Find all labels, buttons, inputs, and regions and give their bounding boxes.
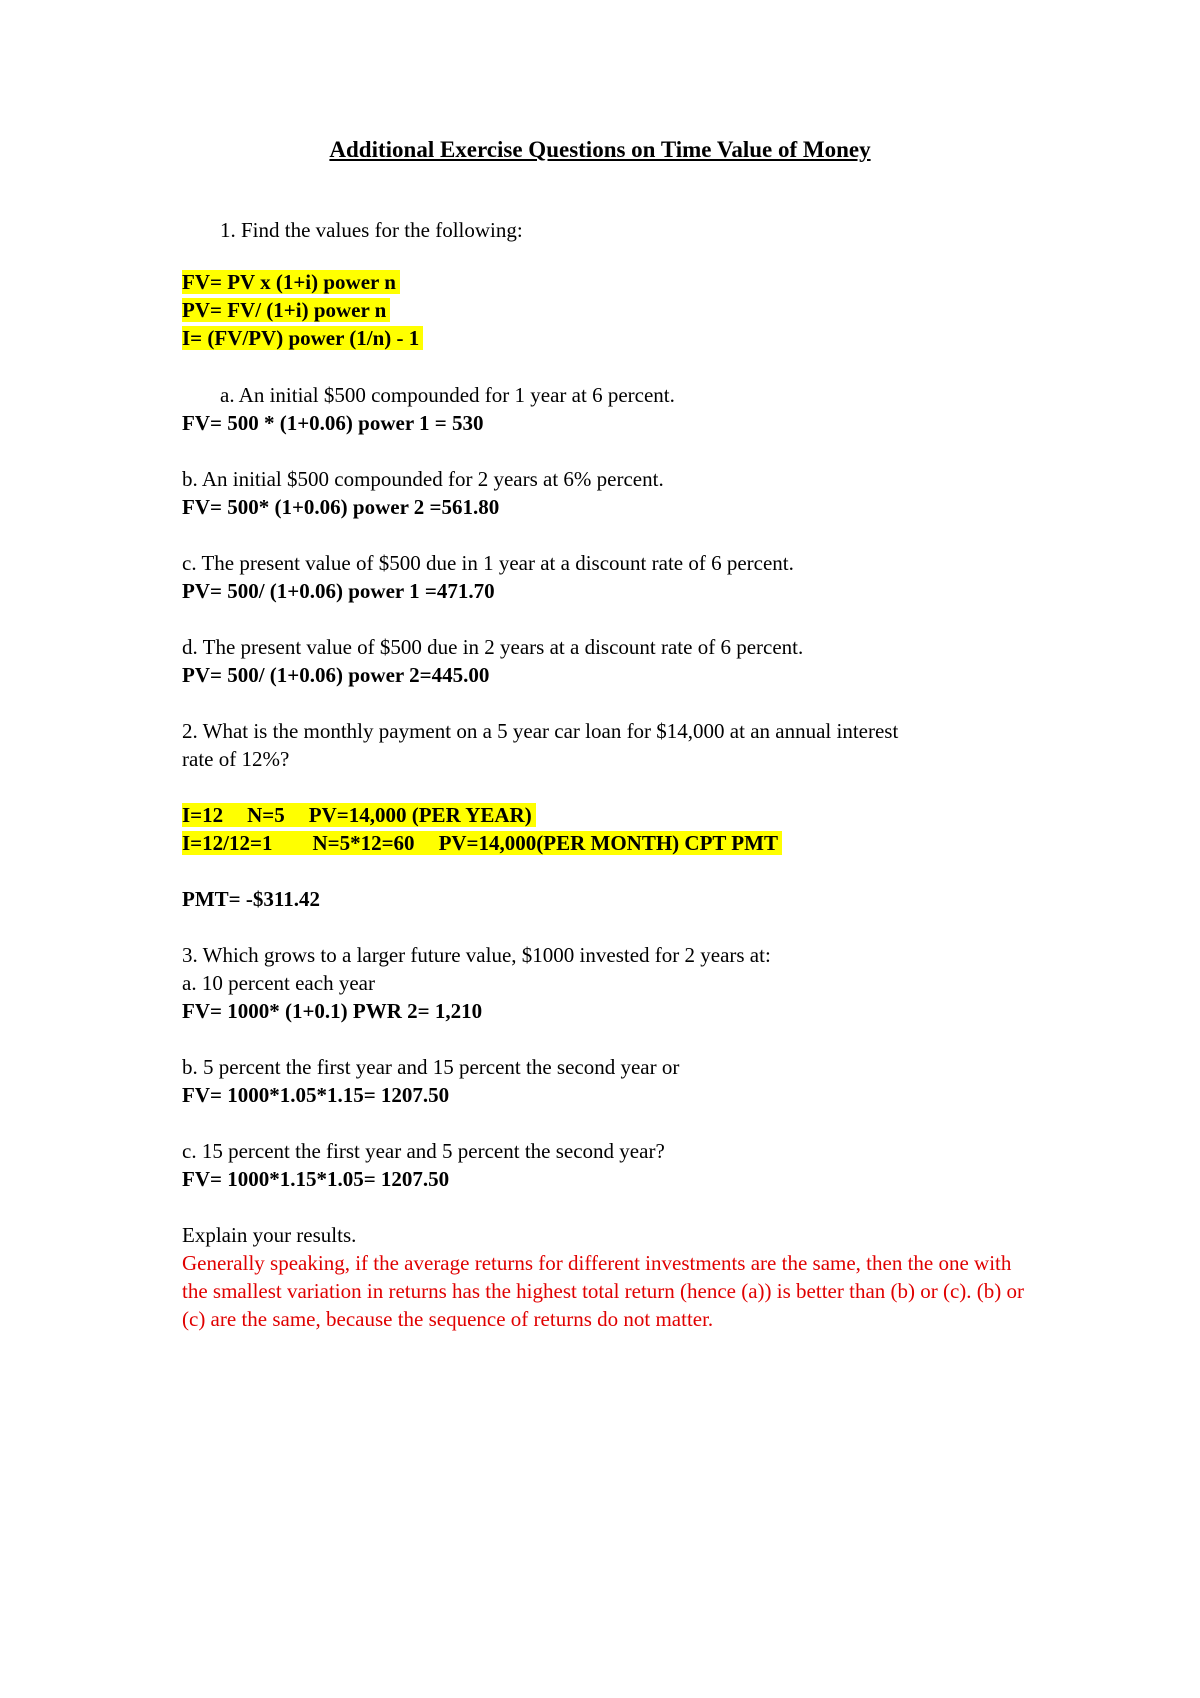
q3c-answer: FV= 1000*1.15*1.05= 1207.50 [182,1167,450,1191]
q2-month-i: I=12/12=1 [182,831,273,855]
q1d-answer: PV= 500/ (1+0.06) power 2=445.00 [182,663,490,687]
q2-question-line1: 2. What is the monthly payment on a 5 year car loan for $14,000 at an annual interest [182,719,899,743]
formula-pv: PV= FV/ (1+i) power n [182,296,390,324]
q3a-question: a. 10 percent each year [182,971,375,995]
q3a-answer: FV= 1000* (1+0.1) PWR 2= 1,210 [182,999,483,1023]
formula-fv: FV= PV x (1+i) power n [182,268,400,296]
q1a-answer: FV= 500 * (1+0.06) power 1 = 530 [182,411,484,435]
q2-year-pv: PV=14,000 (PER YEAR) [308,803,532,827]
q3-explain-prompt: Explain your results. [182,1223,357,1247]
q3c-question: c. 15 percent the first year and 5 percent the second year? [182,1139,665,1163]
q1b-answer: FV= 500* (1+0.06) power 2 =561.80 [182,495,500,519]
q3b-question: b. 5 percent the first year and 15 percent the second year or [182,1055,680,1079]
q1d-question: d. The present value of $500 due in 2 years at a discount rate of 6 percent. [182,635,804,659]
q3-question: 3. Which grows to a larger future value, $1000 invested for 2 years at: [182,943,771,967]
q3-explanation: Generally speaking, if the average returns for different investments are the same, then the one with the smallest variation in returns has the highest total return (hence (a)) is better than (b) or (c). (b) or (c) are the same, because the sequence of returns do not matter. [182,1251,1025,1331]
page-title: Additional Exercise Questions on Time Value of Money [329,137,871,162]
q2-answer: PMT= -$311.42 [182,887,320,911]
q2-question-line2: rate of 12%? [182,747,290,771]
q1a-question: a. An initial $500 compounded for 1 year at 6 percent. [220,383,675,407]
q3b-answer: FV= 1000*1.05*1.15= 1207.50 [182,1083,450,1107]
q1c-question: c. The present value of $500 due in 1 year at a discount rate of 6 percent. [182,551,794,575]
formula-i: I= (FV/PV) power (1/n) - 1 [182,324,423,352]
q2-year-n: N=5 [247,803,285,827]
q2-year-row [182,801,536,829]
q1b-question: b. An initial $500 compounded for 2 years at 6% percent. [182,467,664,491]
q1-prompt: 1. Find the values for the following: [220,218,523,242]
q2-year-i: I=12 [182,803,224,827]
q1c-answer: PV= 500/ (1+0.06) power 1 =471.70 [182,579,495,603]
q2-month-row [182,829,782,857]
q2-month-pv: PV=14,000(PER MONTH) CPT PMT [438,831,778,855]
q2-month-n: N=5*12=60 [312,831,415,855]
